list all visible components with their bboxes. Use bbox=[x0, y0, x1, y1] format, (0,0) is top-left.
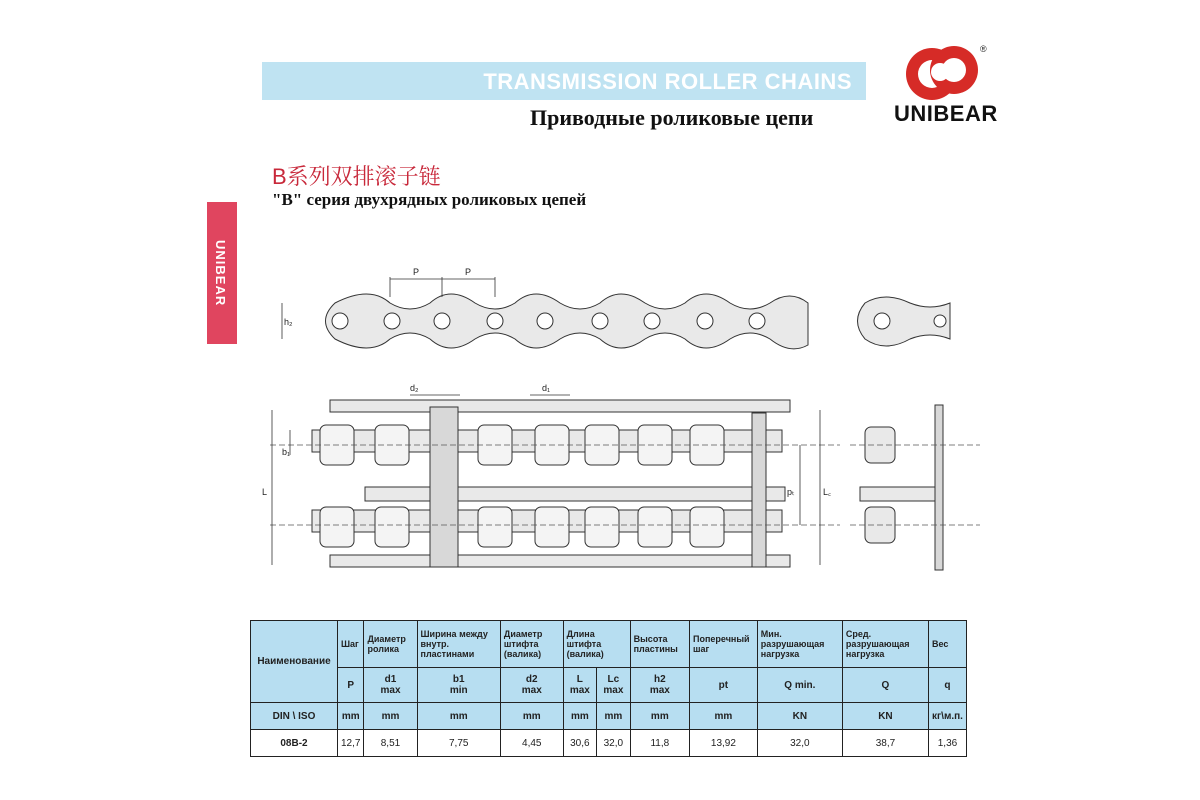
col-unit-7: mm bbox=[690, 703, 758, 730]
col-head-2: Ширина между внутр. пластинами bbox=[417, 621, 500, 668]
col-head-8: Мин. разрушающая нагрузка bbox=[757, 621, 842, 668]
table-row bbox=[251, 730, 967, 757]
col-symbol-3: d2 max bbox=[500, 668, 563, 703]
registered-mark: ® bbox=[980, 44, 987, 54]
label-d1: d₁ bbox=[542, 383, 551, 393]
cell-b1: 7,75 bbox=[417, 730, 500, 757]
chain-end-view bbox=[858, 297, 951, 346]
banner-title: TRANSMISSION ROLLER CHAINS bbox=[483, 69, 852, 94]
label-h2: h₂ bbox=[284, 317, 293, 327]
section-title-zh: B系列双排滚子链 bbox=[272, 164, 441, 189]
cell-L: 30,6 bbox=[563, 730, 597, 757]
col-symbol-9: Q bbox=[842, 668, 928, 703]
col-symbol-10: q bbox=[928, 668, 966, 703]
sidebar-brand-tab bbox=[207, 202, 237, 344]
col-head-4: Длина штифта (валика) bbox=[563, 621, 630, 668]
chain-top-view bbox=[312, 400, 943, 570]
col-unit-2: mm bbox=[417, 703, 500, 730]
table-symbol-row bbox=[251, 668, 967, 703]
table-unit-row bbox=[251, 703, 967, 730]
label-b1: b₁ bbox=[282, 447, 291, 457]
col-symbol-5: Lc max bbox=[597, 668, 631, 703]
sidebar-label: UNIBEAR bbox=[213, 240, 228, 307]
section-title-ru: "B" серия двухрядных роликовых цепей bbox=[272, 190, 587, 209]
col-head-0: Шаг bbox=[338, 621, 364, 668]
col-unit-3: mm bbox=[500, 703, 563, 730]
title-banner bbox=[262, 62, 866, 100]
col-head-1: Диаметр ролика bbox=[364, 621, 417, 668]
col-unit-0: mm bbox=[338, 703, 364, 730]
cell-d2: 4,45 bbox=[500, 730, 563, 757]
label-L: L bbox=[262, 487, 268, 497]
col-symbol-1: d1 max bbox=[364, 668, 417, 703]
table-header-row bbox=[251, 621, 967, 668]
col-symbol-2: b1 min bbox=[417, 668, 500, 703]
chain-side-view bbox=[326, 294, 809, 349]
label-d2: d₂ bbox=[410, 383, 419, 393]
col-symbol-4: L max bbox=[563, 668, 597, 703]
col-unit-9: KN bbox=[842, 703, 928, 730]
col-symbol-0: P bbox=[338, 668, 364, 703]
cell-d1: 8,51 bbox=[364, 730, 417, 757]
cell-weight: 1,36 bbox=[928, 730, 966, 757]
label-Lc: L꜀ bbox=[823, 487, 832, 497]
col-head-10: Вес bbox=[928, 621, 966, 668]
standard-label: DIN \ ISO bbox=[251, 703, 338, 730]
col-symbol-6: h2 max bbox=[630, 668, 689, 703]
cell-qmin: 32,0 bbox=[757, 730, 842, 757]
row-name: 08B-2 bbox=[251, 730, 338, 757]
col-symbol-8: Q min. bbox=[757, 668, 842, 703]
cell-Lc: 32,0 bbox=[597, 730, 631, 757]
page-subtitle: Приводные роликовые цепи bbox=[530, 105, 814, 130]
col-head-9: Сред. разрушающая нагрузка bbox=[842, 621, 928, 668]
cell-pitch: 12,7 bbox=[338, 730, 364, 757]
col-name-header: Наименование bbox=[251, 621, 338, 703]
label-pitch-1: P bbox=[413, 267, 420, 277]
col-symbol-7: pt bbox=[690, 668, 758, 703]
chain-technical-drawing bbox=[260, 255, 980, 585]
cell-q: 38,7 bbox=[842, 730, 928, 757]
col-unit-8: KN bbox=[757, 703, 842, 730]
cell-pt: 13,92 bbox=[690, 730, 758, 757]
brand-name: UNIBEAR bbox=[894, 101, 998, 126]
col-unit-10: кг\м.п. bbox=[928, 703, 966, 730]
col-unit-4: mm bbox=[563, 703, 597, 730]
col-unit-1: mm bbox=[364, 703, 417, 730]
label-pitch-2: P bbox=[465, 267, 472, 277]
spec-table bbox=[250, 620, 967, 757]
cell-h2: 11,8 bbox=[630, 730, 689, 757]
col-head-3: Диаметр штифта (валика) bbox=[500, 621, 563, 668]
col-unit-6: mm bbox=[630, 703, 689, 730]
label-pt: pₜ bbox=[787, 487, 795, 497]
col-head-7: Поперечный шаг bbox=[690, 621, 758, 668]
col-head-6: Высота пластины bbox=[630, 621, 689, 668]
col-unit-5: mm bbox=[597, 703, 631, 730]
